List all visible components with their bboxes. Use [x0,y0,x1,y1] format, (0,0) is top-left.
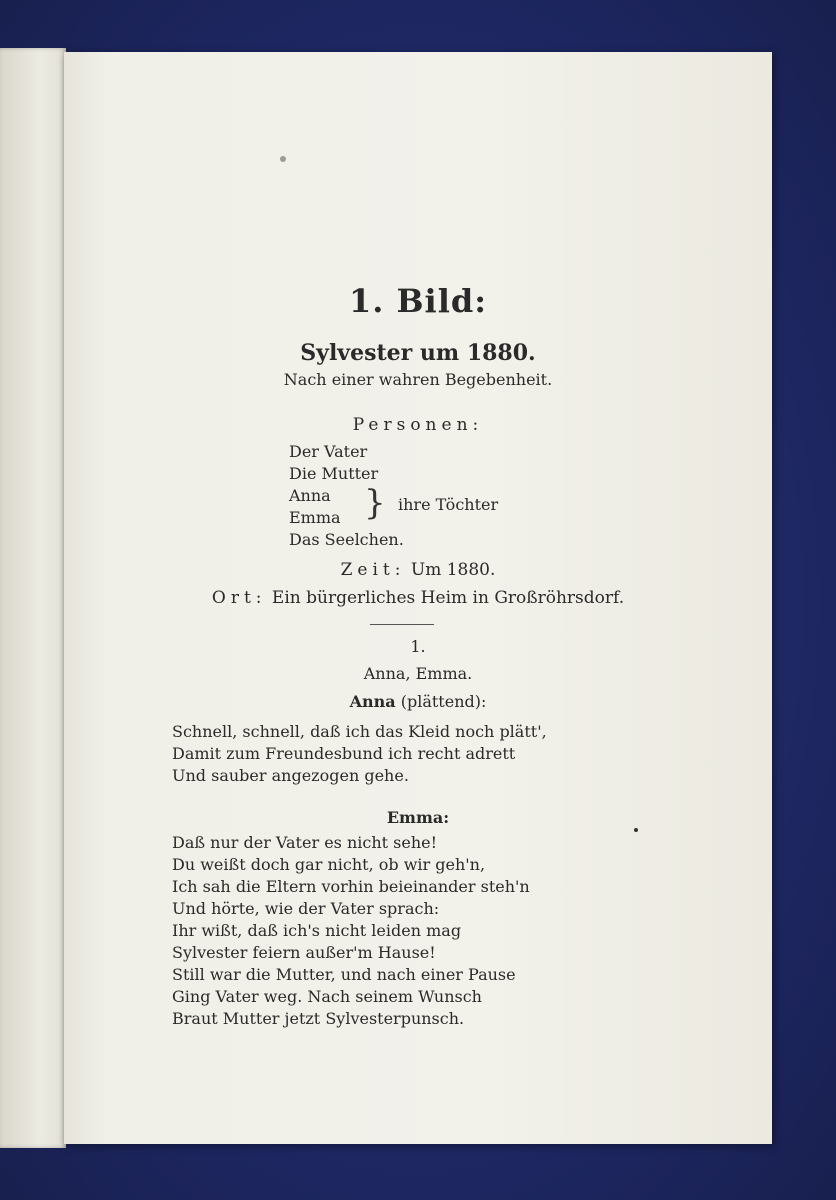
stage-direction: (plättend): [400,692,487,711]
verse-line: Still war die Mutter, und nach einer Pause [172,965,516,984]
verse-line: Daß nur der Vater es nicht sehe! [172,833,438,852]
page-subtitle: Sylvester um 1880. [300,340,536,366]
book-page [64,52,772,1144]
speaker-heading [64,692,772,711]
page-title: 1. Bild: [348,282,488,320]
verse-line: Du weißt doch gar nicht, ob wir geh'n, [172,855,486,874]
cast-list [289,441,404,551]
verse-line: Und hörte, wie der Vater sprach: [172,899,440,918]
verse-block [172,832,530,1030]
page-note: Nach einer wahren Begebenheit. [283,370,553,389]
divider [370,624,434,625]
verse-line: Sylvester feiern außer'm Hause! [172,943,436,962]
scene-characters: Anna, Emma. [363,664,473,683]
scene-number: 1. [410,637,426,656]
verse-block [172,721,547,787]
speaker-name: Emma: [386,808,450,827]
place-value: Ein bürgerliches Heim in Großröhrsdorf. [271,588,625,608]
verse-line: Ihr wißt, daß ich's nicht leiden mag [172,921,462,940]
speaker-name: Anna [349,692,396,711]
cast-member: Die Mutter [289,464,379,483]
cast-member: Der Vater [289,442,368,461]
time-value: Um 1880. [410,560,496,580]
cast-member: Anna [289,486,331,505]
brace: } [364,483,386,523]
left-page-edge [0,48,66,1148]
time-label: Zeit: [340,560,406,580]
page-spot [634,828,638,832]
verse-line: Und sauber angezogen gehe. [172,766,409,785]
verse-line: Ging Vater weg. Nach seinem Wunsch [172,987,482,1006]
cast-member: Emma [289,508,341,527]
time-line [64,560,772,580]
place-label: Ort: [211,588,267,608]
speaker-heading [64,808,772,827]
verse-line: Braut Mutter jetzt Sylvesterpunsch. [172,1009,465,1028]
cast-member: Das Seelchen. [289,530,404,549]
verse-line: Damit zum Freundesbund ich recht adrett [172,744,516,763]
place-line [64,588,772,608]
cast-heading: Personen: [352,415,484,435]
verse-line: Schnell, schnell, daß ich das Kleid noch plätt', [172,722,547,741]
verse-line: Ich sah die Eltern vorhin beieinander steh'n [172,877,530,896]
daughters-label: ihre Töchter [398,495,499,514]
page-spot [280,156,286,162]
